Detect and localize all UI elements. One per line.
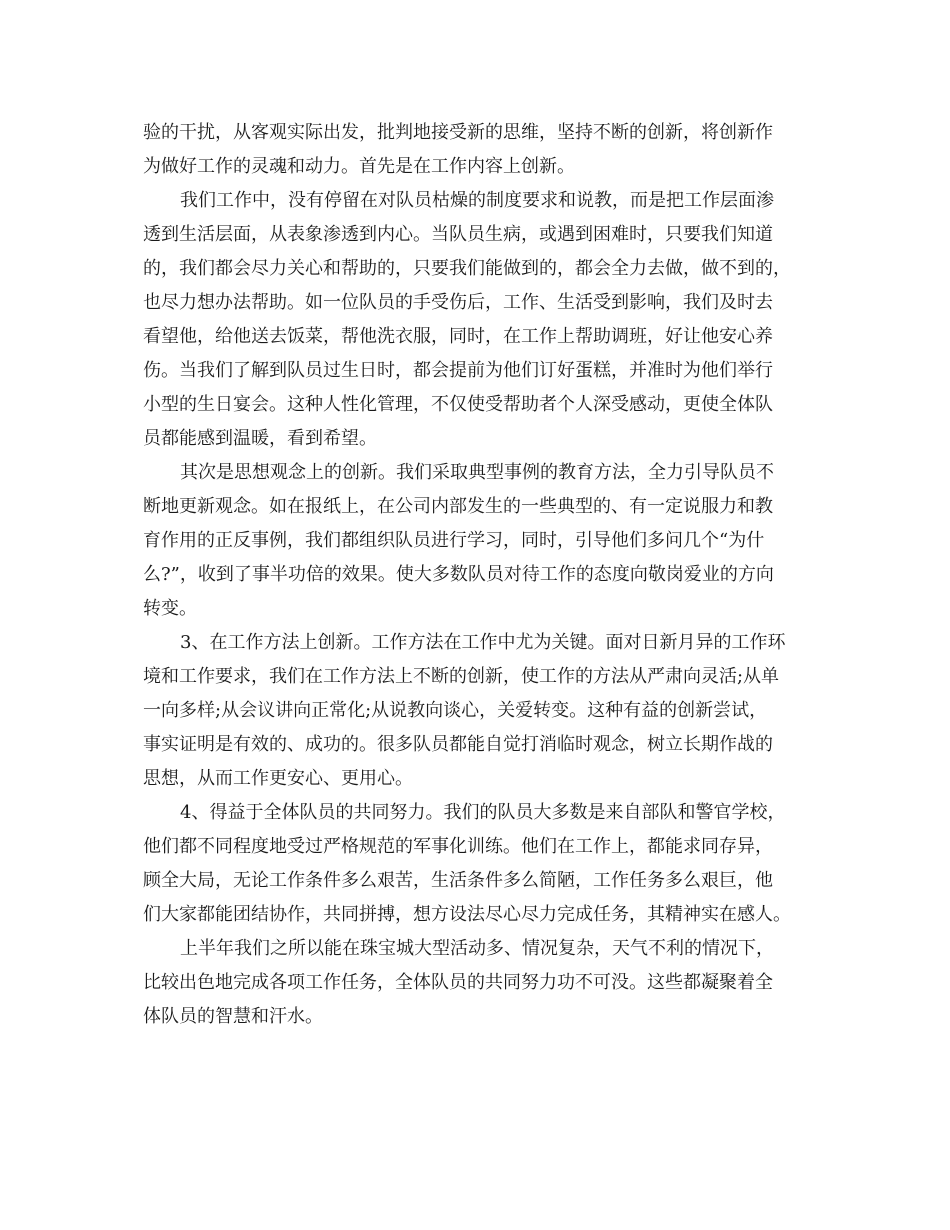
text-line: 断地更新观念。如在报纸上，在公司内部发生的一些典型的、有一定说服力和教 [143, 496, 773, 517]
text-line: 验的干扰，从客观实际出发，批判地接受新的思维，坚持不断的创新，将创新作 [143, 122, 773, 143]
text-line: 事实证明是有效的、成功的。很多队员都能自觉打消临时观念，树立长期作战的 [143, 734, 773, 755]
text-line: 看望他，给他送去饭菜，帮他洗衣服，同时，在工作上帮助调班，好让他安心养 [143, 326, 773, 347]
text-line: 小型的生日宴会。这种人性化管理，不仅使受帮助者个人深受感动，更使全体队 [143, 394, 773, 415]
text-line: 4、得益于全体队员的共同努力。我们的队员大多数是来自部队和警官学校， [180, 802, 786, 823]
text-line: 伤。当我们了解到队员过生日时，都会提前为他们订好蛋糕，并准时为他们举行 [143, 360, 773, 381]
text-line: 境和工作要求，我们在工作方法上不断的创新，使工作的方法从严肃向灵活;从单 [143, 666, 780, 687]
text-line: 思想，从而工作更安心、更用心。 [143, 768, 413, 789]
text-line: 体队员的智慧和汗水。 [143, 1006, 323, 1027]
text-line: 育作用的正反事例，我们都组织队员进行学习，同时，引导他们多问几个“为什 [143, 530, 765, 551]
text-line: 们大家都能团结协作，共同拼搏，想方设法尽心尽力完成任务，其精神实在感人。 [143, 904, 791, 925]
text-line: 么?”，收到了事半功倍的效果。使大多数队员对待工作的态度向敬岗爱业的方向 [143, 564, 774, 585]
text-line: 一向多样;从会议讲向正常化;从说教向谈心，关爱转变。这种有益的创新尝试， [143, 700, 768, 721]
text-line: 他们都不同程度地受过严格规范的军事化训练。他们在工作上，都能求同存异， [143, 836, 773, 857]
text-line: 透到生活层面，从表象渗透到内心。当队员生病，或遇到困难时，只要我们知道 [143, 224, 773, 245]
text-line: 顾全大局，无论工作条件多么艰苦，生活条件多么简陋，工作任务多么艰巨，他 [143, 870, 773, 891]
text-line: 的，我们都会尽力关心和帮助的，只要我们能做到的，都会全力去做，做不到的， [143, 258, 791, 279]
text-line: 也尽力想办法帮助。如一位队员的手受伤后，工作、生活受到影响，我们及时去 [143, 292, 773, 313]
text-line: 为做好工作的灵魂和动力。首先是在工作内容上创新。 [143, 156, 575, 177]
text-line: 上半年我们之所以能在珠宝城大型活动多、情况复杂，天气不利的情况下， [180, 938, 774, 959]
text-line: 其次是思想观念上的创新。我们采取典型事例的教育方法，全力引导队员不 [180, 462, 774, 483]
text-line: 比较出色地完成各项工作任务，全体队员的共同努力功不可没。这些都凝聚着全 [143, 972, 773, 993]
text-line: 3、在工作方法上创新。工作方法在工作中尤为关键。面对日新月异的工作环 [180, 632, 786, 653]
text-line: 员都能感到温暖，看到希望。 [143, 428, 377, 449]
text-line: 转变。 [143, 598, 197, 619]
document-body [143, 116, 809, 1034]
text-line: 我们工作中，没有停留在对队员枯燥的制度要求和说教，而是把工作层面渗 [180, 190, 774, 211]
